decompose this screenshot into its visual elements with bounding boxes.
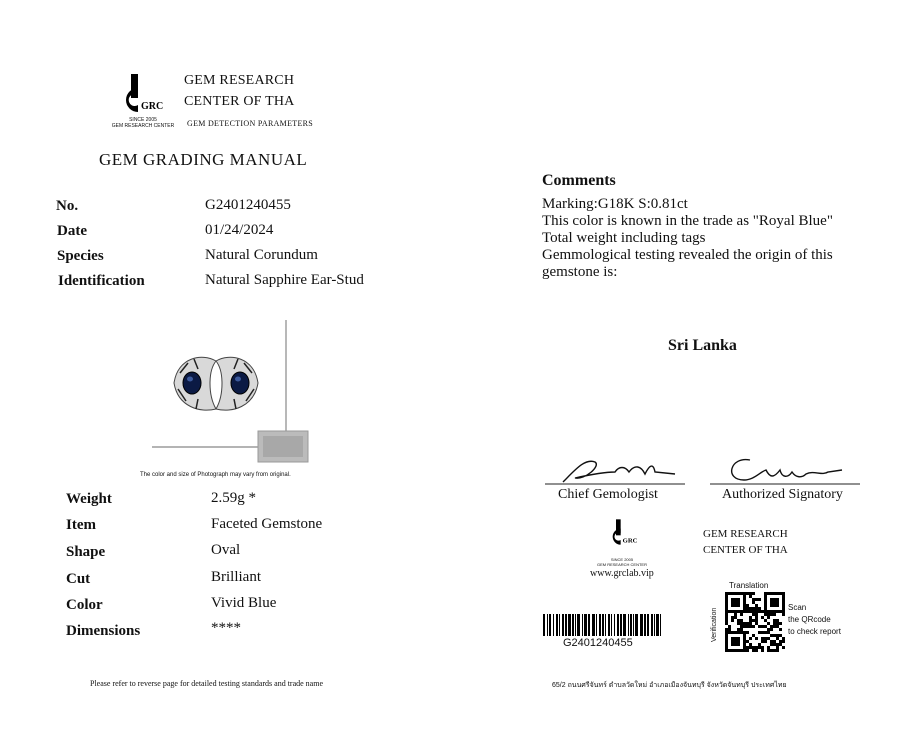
barcode-bar: [565, 614, 567, 636]
comments-body: [542, 196, 833, 281]
detail-color-label: Color: [66, 597, 103, 613]
barcode-bar: [543, 614, 545, 636]
barcode-bar: [654, 614, 655, 636]
barcode-bar: [605, 614, 606, 636]
signature-icon: [545, 452, 685, 488]
detail-item-value: Faceted Gemstone: [211, 516, 323, 532]
detail-shape-value: Oval: [211, 542, 241, 558]
barcode-bar: [575, 614, 576, 636]
left-footer-note: Please refer to reverse page for detailed testing standards and trade name: [90, 679, 324, 688]
detail-weight-value: 2.59g *: [211, 490, 256, 506]
qr-code[interactable]: [725, 592, 785, 657]
comment-line: Gemmological testing revealed the origin of this: [542, 247, 833, 263]
org-line-2: CENTER OF THA: [184, 94, 295, 109]
barcode-bar: [633, 614, 634, 636]
barcode-bar: [572, 614, 574, 636]
earring-photo-icon: [150, 315, 310, 465]
svg-text:GRC: GRC: [622, 537, 638, 545]
barcode-icon: [543, 614, 663, 636]
barcode-bar: [596, 614, 597, 636]
field-identification-value: Natural Sapphire Ear-Stud: [205, 272, 364, 288]
barcode-bar: [549, 614, 551, 636]
barcode-bar: [630, 614, 632, 636]
barcode-bar: [592, 614, 595, 636]
barcode-bar: [628, 614, 629, 636]
barcode-number: G2401240455: [563, 637, 633, 649]
barcode-bar: [568, 614, 571, 636]
signature-icon: [710, 450, 860, 488]
barcode-bar: [623, 614, 626, 636]
grc-logo-icon: [602, 518, 642, 558]
barcode-bar: [635, 614, 638, 636]
barcode-bar: [556, 614, 558, 636]
barcode-bar: [562, 614, 564, 636]
barcode-bar: [547, 614, 548, 636]
barcode-bar: [647, 614, 649, 636]
qr-text-line: Scan: [788, 603, 807, 612]
field-date-label: Date: [57, 223, 87, 239]
chief-gemologist-signature: [545, 452, 685, 488]
footer-website: www.grclab.vip: [590, 568, 654, 579]
comment-line: gemstone is:: [542, 264, 618, 280]
detail-cut-value: Brilliant: [211, 569, 261, 585]
qr-code-icon: [725, 592, 785, 652]
org-name: [184, 70, 294, 112]
authorized-signature: [710, 450, 860, 488]
chief-gemologist-label: Chief Gemologist: [558, 487, 658, 502]
detail-weight-label: Weight: [66, 491, 112, 507]
barcode-bar: [656, 614, 659, 636]
detail-color-value: Vivid Blue: [211, 595, 277, 611]
footer-logo-since: SINCE 2005: [610, 557, 634, 562]
barcode-bar: [651, 614, 653, 636]
field-species-label: Species: [57, 248, 104, 264]
comments-heading: Comments: [542, 172, 616, 189]
header-subtitle: GEM DETECTION PARAMETERS: [187, 119, 314, 128]
comment-line: This color is known in the trade as "Royal Blue": [542, 213, 833, 229]
barcode-bar: [553, 614, 554, 636]
qr-side-label: Verification: [711, 607, 718, 642]
barcode-bar: [611, 614, 612, 636]
barcode-bar: [660, 614, 661, 636]
field-date-value: 01/24/2024: [205, 222, 274, 238]
barcode-bar: [640, 614, 643, 636]
barcode-bar: [608, 614, 610, 636]
barcode-bar: [599, 614, 601, 636]
barcode-bar: [602, 614, 604, 636]
origin-value: Sri Lanka: [668, 337, 737, 354]
footer-logo-caption: [592, 557, 652, 567]
comment-line: Marking:G18K S:0.81ct: [542, 196, 688, 212]
barcode-bar: [577, 614, 580, 636]
logo-caption: [110, 117, 176, 129]
barcode: [543, 614, 663, 636]
barcode-bar: [614, 614, 615, 636]
svg-text:GRC: GRC: [141, 101, 164, 112]
photo-note: The color and size of Photograph may vary from original.: [140, 472, 291, 478]
footer-org-line-2: CENTER OF THA: [703, 544, 788, 556]
barcode-bar: [588, 614, 590, 636]
gem-photo: [150, 315, 310, 465]
detail-dimensions-value: ****: [211, 620, 241, 636]
barcode-bar: [582, 614, 583, 636]
barcode-bar: [559, 614, 560, 636]
barcode-bar: [644, 614, 646, 636]
footer-logo-center: GEM RESEARCH CENTER: [596, 562, 647, 567]
comment-line: Total weight including tags: [542, 230, 706, 246]
org-line-1: GEM RESEARCH: [184, 73, 295, 88]
detail-dimensions-label: Dimensions: [66, 623, 141, 639]
barcode-bar: [584, 614, 587, 636]
qr-text-line: to check report: [788, 627, 841, 636]
footer-org-line-1: GEM RESEARCH: [703, 528, 788, 540]
field-no-value: G2401240455: [205, 197, 291, 213]
footer-address: 65/2 ถนนศรีจันทร์ ตำบลวัดใหม่ อำเภอเมืองจันทบุรี จังหวัดจันทบุรี ประเทศไทย: [552, 682, 787, 689]
field-identification-label: Identification: [58, 273, 145, 289]
detail-shape-label: Shape: [66, 544, 106, 560]
manual-title: GEM GRADING MANUAL: [99, 150, 308, 169]
barcode-bar: [620, 614, 622, 636]
detail-item-label: Item: [66, 517, 96, 533]
footer-org-name: [703, 526, 788, 558]
qr-text-line: the QRcode: [788, 615, 831, 624]
detail-cut-label: Cut: [66, 571, 91, 587]
field-no-label: No.: [56, 198, 79, 214]
barcode-bar: [617, 614, 619, 636]
qr-instructions: [788, 602, 841, 638]
logo-since: SINCE 2005: [129, 117, 157, 123]
authorized-signatory-label: Authorized Signatory: [722, 487, 843, 502]
logo-center: GEM RESEARCH CENTER: [111, 123, 175, 129]
field-species-value: Natural Corundum: [205, 247, 318, 263]
qr-top-label: Translation: [729, 581, 769, 590]
